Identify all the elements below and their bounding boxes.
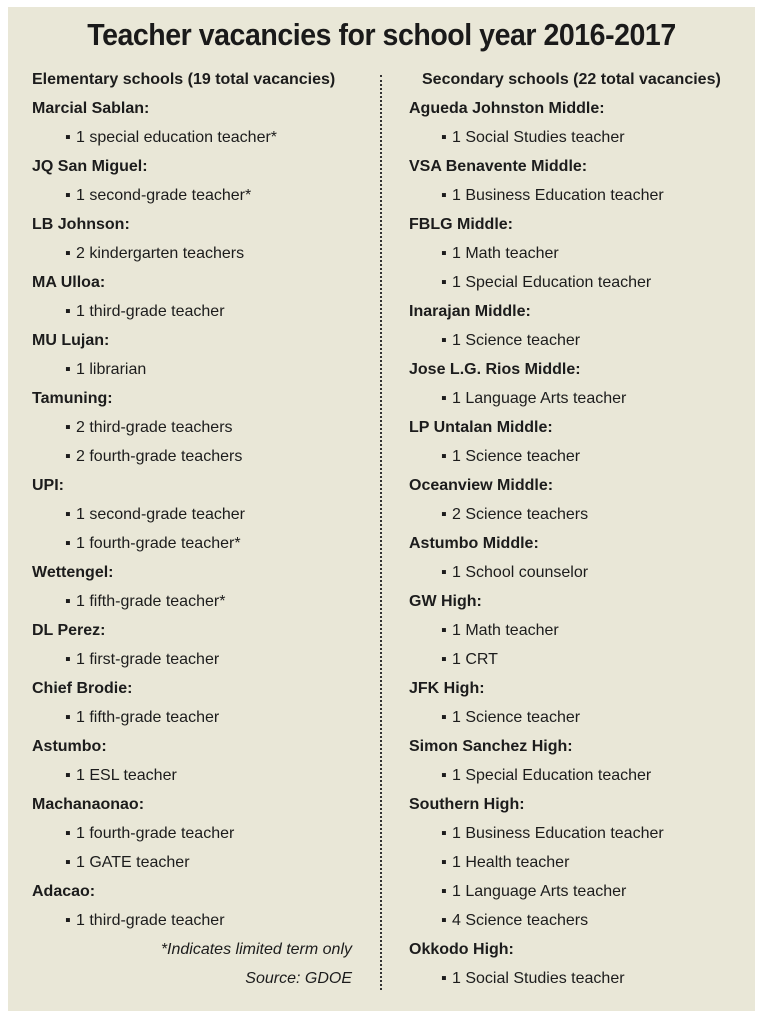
bullet-icon: ▪ bbox=[65, 448, 71, 465]
secondary-column bbox=[409, 69, 749, 997]
bullet-icon: ▪ bbox=[441, 390, 447, 407]
vacancy-text: 1 Special Education teacher bbox=[452, 274, 652, 291]
school-name: Simon Sanchez High: bbox=[409, 738, 573, 755]
vacancy-item bbox=[32, 533, 352, 562]
vacancy-text: 1 fifth-grade teacher bbox=[76, 709, 220, 726]
vacancy-text: 2 kindergarten teachers bbox=[76, 245, 245, 262]
vacancy-item bbox=[409, 823, 749, 852]
bullet-icon: ▪ bbox=[65, 129, 71, 146]
school-name: UPI: bbox=[32, 477, 64, 494]
bullet-icon: ▪ bbox=[441, 332, 447, 349]
vacancy-text: 1 Business Education teacher bbox=[452, 825, 664, 842]
vacancy-item bbox=[409, 620, 749, 649]
vacancy-text: 1 fourth-grade teacher bbox=[76, 825, 235, 842]
vacancy-item bbox=[32, 591, 352, 620]
vacancy-item bbox=[32, 185, 352, 214]
vacancy-item bbox=[409, 707, 749, 736]
school-name: Wettengel: bbox=[32, 564, 114, 581]
vacancy-text: 1 first-grade teacher bbox=[76, 651, 220, 668]
vacancy-text: 1 Language Arts teacher bbox=[452, 883, 627, 900]
vacancy-text: 1 Science teacher bbox=[452, 448, 581, 465]
vacancy-item bbox=[409, 765, 749, 794]
vacancy-item bbox=[32, 852, 352, 881]
school-name: JFK High: bbox=[409, 680, 485, 697]
vacancy-text: 1 CRT bbox=[452, 651, 498, 668]
vacancy-item bbox=[32, 504, 352, 533]
vacancy-item bbox=[409, 446, 749, 475]
bullet-icon: ▪ bbox=[65, 593, 71, 610]
elementary-header: Elementary schools (19 total vacancies) bbox=[32, 71, 336, 88]
bullet-icon: ▪ bbox=[441, 448, 447, 465]
vacancy-text: 1 fourth-grade teacher* bbox=[76, 535, 241, 552]
vacancy-text: 1 Special Education teacher bbox=[452, 767, 652, 784]
school-name: MU Lujan: bbox=[32, 332, 110, 349]
vacancy-item bbox=[32, 127, 352, 156]
school-name: Adacao: bbox=[32, 883, 96, 900]
vacancy-text: 1 ESL teacher bbox=[76, 767, 177, 784]
source-note: Source: GDOE bbox=[245, 970, 352, 987]
bullet-icon: ▪ bbox=[441, 187, 447, 204]
vacancy-text: 1 third-grade teacher bbox=[76, 303, 225, 320]
vacancy-item bbox=[32, 446, 352, 475]
bullet-icon: ▪ bbox=[65, 535, 71, 552]
school-name: JQ San Miguel: bbox=[32, 158, 148, 175]
bullet-icon: ▪ bbox=[441, 970, 447, 987]
vacancy-item bbox=[409, 388, 749, 417]
school-name: Jose L.G. Rios Middle: bbox=[409, 361, 581, 378]
vacancy-text: 1 fifth-grade teacher* bbox=[76, 593, 226, 610]
bullet-icon: ▪ bbox=[65, 825, 71, 842]
bullet-icon: ▪ bbox=[65, 651, 71, 668]
school-name: Astumbo Middle: bbox=[409, 535, 539, 552]
bullet-icon: ▪ bbox=[65, 709, 71, 726]
vacancy-text: 1 Science teacher bbox=[452, 332, 581, 349]
bullet-icon: ▪ bbox=[441, 651, 447, 668]
school-name: Oceanview Middle: bbox=[409, 477, 554, 494]
vacancy-text: 4 Science teachers bbox=[452, 912, 589, 929]
vacancy-item bbox=[409, 330, 749, 359]
vacancy-item bbox=[32, 765, 352, 794]
vacancies-panel bbox=[8, 7, 755, 1011]
vacancy-item bbox=[409, 127, 749, 156]
vacancy-item bbox=[409, 504, 749, 533]
school-name: MA Ulloa: bbox=[32, 274, 106, 291]
vacancy-item bbox=[32, 910, 352, 939]
school-name: Inarajan Middle: bbox=[409, 303, 531, 320]
bullet-icon: ▪ bbox=[65, 419, 71, 436]
school-name: GW High: bbox=[409, 593, 482, 610]
vacancy-item bbox=[32, 359, 352, 388]
vacancy-text: 1 second-grade teacher* bbox=[76, 187, 252, 204]
vacancy-item bbox=[409, 649, 749, 678]
vacancy-text: 1 Language Arts teacher bbox=[452, 390, 627, 407]
school-name: Okkodo High: bbox=[409, 941, 514, 958]
vacancy-item bbox=[32, 823, 352, 852]
vacancy-item bbox=[409, 185, 749, 214]
vacancy-item bbox=[409, 968, 749, 997]
bullet-icon: ▪ bbox=[441, 709, 447, 726]
bullet-icon: ▪ bbox=[441, 564, 447, 581]
vacancy-text: 1 third-grade teacher bbox=[76, 912, 225, 929]
bullet-icon: ▪ bbox=[441, 854, 447, 871]
bullet-icon: ▪ bbox=[441, 622, 447, 639]
vacancy-text: 1 Social Studies teacher bbox=[452, 129, 625, 146]
vacancy-item bbox=[409, 852, 749, 881]
vacancy-text: 1 GATE teacher bbox=[76, 854, 190, 871]
bullet-icon: ▪ bbox=[441, 245, 447, 262]
vacancy-item bbox=[32, 243, 352, 272]
bullet-icon: ▪ bbox=[65, 506, 71, 523]
vacancy-text: 2 third-grade teachers bbox=[76, 419, 233, 436]
vacancy-text: 1 Math teacher bbox=[452, 245, 559, 262]
bullet-icon: ▪ bbox=[441, 274, 447, 291]
vacancy-text: 1 Business Education teacher bbox=[452, 187, 664, 204]
school-name: Astumbo: bbox=[32, 738, 107, 755]
vacancy-text: 1 Health teacher bbox=[452, 854, 570, 871]
school-name: Marcial Sablan: bbox=[32, 100, 150, 117]
school-name: FBLG Middle: bbox=[409, 216, 513, 233]
vacancy-item bbox=[32, 301, 352, 330]
bullet-icon: ▪ bbox=[65, 187, 71, 204]
bullet-icon: ▪ bbox=[65, 854, 71, 871]
vacancy-text: 1 Social Studies teacher bbox=[452, 970, 625, 987]
school-name: LB Johnson: bbox=[32, 216, 130, 233]
vacancy-text: 2 fourth-grade teachers bbox=[76, 448, 243, 465]
school-name: LP Untalan Middle: bbox=[409, 419, 553, 436]
vacancy-item bbox=[32, 417, 352, 446]
bullet-icon: ▪ bbox=[65, 245, 71, 262]
school-name: Machanaonao: bbox=[32, 796, 145, 813]
school-name: Agueda Johnston Middle: bbox=[409, 100, 605, 117]
bullet-icon: ▪ bbox=[65, 361, 71, 378]
vacancy-text: 1 Science teacher bbox=[452, 709, 581, 726]
vacancy-item bbox=[409, 910, 749, 939]
school-name: Southern High: bbox=[409, 796, 525, 813]
limited-term-note: *Indicates limited term only bbox=[160, 941, 352, 958]
page-title: Teacher vacancies for school year 2016-2017 bbox=[87, 17, 676, 52]
elementary-column bbox=[32, 69, 352, 997]
bullet-icon: ▪ bbox=[441, 506, 447, 523]
vacancy-item bbox=[32, 707, 352, 736]
column-divider bbox=[380, 75, 382, 990]
bullet-icon: ▪ bbox=[65, 303, 71, 320]
vacancy-item bbox=[409, 881, 749, 910]
school-name: VSA Benavente Middle: bbox=[409, 158, 588, 175]
bullet-icon: ▪ bbox=[65, 912, 71, 929]
vacancy-item bbox=[32, 649, 352, 678]
vacancy-text: 1 School counselor bbox=[452, 564, 589, 581]
vacancy-text: 1 second-grade teacher bbox=[76, 506, 245, 523]
bullet-icon: ▪ bbox=[441, 825, 447, 842]
bullet-icon: ▪ bbox=[441, 883, 447, 900]
vacancy-item bbox=[409, 243, 749, 272]
vacancy-item bbox=[409, 272, 749, 301]
vacancy-text: 2 Science teachers bbox=[452, 506, 589, 523]
school-name: DL Perez: bbox=[32, 622, 106, 639]
secondary-header: Secondary schools (22 total vacancies) bbox=[422, 71, 721, 88]
school-name: Chief Brodie: bbox=[32, 680, 133, 697]
vacancy-text: 1 Math teacher bbox=[452, 622, 559, 639]
vacancy-item bbox=[409, 562, 749, 591]
bullet-icon: ▪ bbox=[441, 129, 447, 146]
school-name: Tamuning: bbox=[32, 390, 113, 407]
bullet-icon: ▪ bbox=[65, 767, 71, 784]
bullet-icon: ▪ bbox=[441, 767, 447, 784]
vacancy-text: 1 librarian bbox=[76, 361, 147, 378]
vacancy-text: 1 special education teacher* bbox=[76, 129, 278, 146]
bullet-icon: ▪ bbox=[441, 912, 447, 929]
